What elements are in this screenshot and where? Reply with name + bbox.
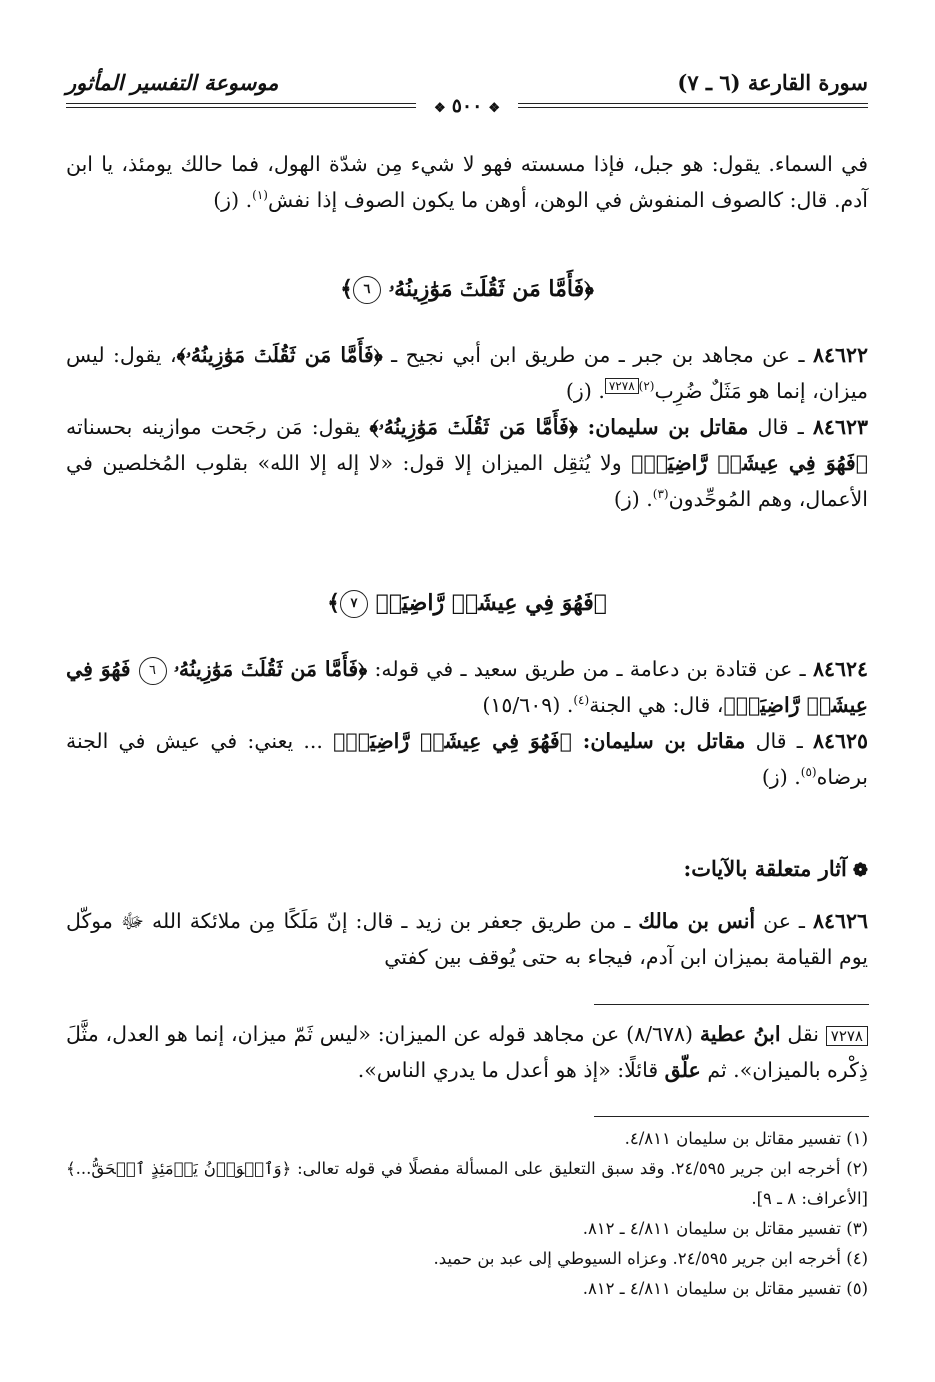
section-heading <box>66 856 868 881</box>
footnote-3: (٣) تفسير مقاتل بن سليمان ٤/٨١١ ـ ٨١٢. <box>582 1219 868 1238</box>
entry-text: ولا يُثقِل الميزان إلا قول: «لا إله إلا الله» بقلوب المُخلصين في الأعمال، وهم المُوحِّدون <box>66 451 868 511</box>
footnote-ref: (٤) <box>573 693 590 708</box>
entry-tail: . (ز) <box>613 487 653 511</box>
entry-text: يقول: مَن رجَحت موازينه بحسناته <box>66 415 370 439</box>
commentary-block <box>66 1016 868 1088</box>
commentary-ref-box: ٧٢٧٨ <box>826 1026 868 1046</box>
footnotes-separator <box>594 1116 869 1117</box>
commentary-ref-box: ٧٢٧٨ <box>605 378 639 394</box>
entry-84623 <box>66 409 868 517</box>
quran-quote: ﴿فَأَمَّا مَن ثَقُلَتۡ مَوَٰزِينُهُۥ﴾ <box>369 415 588 439</box>
intro-tail: . (ز) <box>213 188 253 212</box>
commentary-note <box>66 1016 868 1088</box>
verse-text: ﴿فَهُوَ فِي عِيشَةٖ رَّاضِيَةٖ <box>375 590 607 616</box>
ornament-icon: ❖ <box>488 101 500 116</box>
footnote-ref: (١) <box>252 188 268 203</box>
entry-chain: ـ قال <box>748 415 813 439</box>
footnote-ref: (٥) <box>800 765 817 780</box>
intro-block <box>66 146 868 218</box>
narrator-name: مقاتل بن سليمان: <box>582 729 746 753</box>
entries-block-2 <box>66 651 868 795</box>
footnotes <box>66 1124 868 1304</box>
intro-text: في السماء. يقول: هو جبل، فإذا مسسته فهو لا شيء مِن شدّة الهول، فما حالك يومئذ، يا ابن آدم. قال: كالصوف المنفوش في الوهن، أوهن ما يكون الصوف إذا نفش <box>66 152 868 212</box>
footnote-4: (٤) أخرجه ابن جرير ٢٤/٥٩٥. وعزاه السيوطي إلى عبد بن حميد. <box>433 1249 868 1268</box>
entry-tail: . (ز) <box>761 765 801 789</box>
page-number <box>416 95 518 117</box>
entry-number: ٨٤٦٢٦ <box>812 909 868 933</box>
footnote-2: (٢) أخرجه ابن جرير ٢٤/٥٩٥. وقد سبق التعليق على المسألة مفصلًا في قوله تعالى: ﴿وَٱلۡوَزۡنُ يَوۡمَئِذٍ ٱلۡحَقُّ...﴾ [الأعراف: ٨ ـ ٩]. <box>66 1159 868 1208</box>
entry-text: ـ من طريق جعفر بن زيد ـ قال: إنّ مَلَكًا مِن ملائكة الله ﷻ موكّل يوم القيامة بميزان ابن آدم، فيجاء به حتى يُوقف بين كفتي <box>66 909 868 969</box>
entry-chain: ـ عن قتادة بن دعامة ـ من طريق سعيد ـ في قوله: <box>367 657 813 681</box>
verse-close: ﴾ <box>327 590 340 616</box>
entry-number: ٨٤٦٢٣ <box>812 415 868 439</box>
footnote-1: (١) تفسير مقاتل بن سليمان ٤/٨١١. <box>624 1129 868 1148</box>
entry-text: ، يقول: ليس ميزان، إنما هو مَثَلٌ ضُرِب <box>66 343 868 403</box>
verse-close: ﴾ <box>340 276 353 302</box>
verse-text: ﴿فَأَمَّا مَن ثَقُلَتۡ مَوَٰزِينُهُۥ <box>388 276 594 302</box>
entry-84622 <box>66 337 868 409</box>
page-number-text: ٥٠٠ <box>451 95 483 117</box>
entry-tail: . (١٥/٦٠٩) <box>482 693 574 717</box>
verse-number-icon: ٦ <box>353 276 381 304</box>
footnote-ref: (٢) <box>638 379 655 394</box>
commentary-separator <box>594 1004 869 1005</box>
ornament-icon: ❖ <box>434 101 446 116</box>
entries-block-3 <box>66 903 868 975</box>
running-header <box>66 70 868 120</box>
verse-number-icon: ٧ <box>340 590 368 618</box>
book-title: موسوعة التفسير المأثور <box>66 70 279 95</box>
entry-84624 <box>66 651 868 723</box>
entry-number: ٨٤٦٢٥ <box>812 729 868 753</box>
intro-paragraph <box>66 146 868 218</box>
quran-quote: فَهُوَ فِي عِيشَةٖ رَّاضِيَةٖ﴾ <box>66 657 868 717</box>
quran-quote: ﴿فَهُوَ فِي عِيشَةٖ رَّاضِيَةٖ﴾ <box>333 729 583 753</box>
entry-text: ، قال: هي الجنة <box>589 693 724 717</box>
entry-text: ... يعني: في عيش في الجنة برضاه <box>66 729 868 789</box>
narrator-name: أنس بن مالك <box>638 909 756 933</box>
quran-quote: ﴿فَهُوَ فِي عِيشَةٖ رَّاضِيَةٖ﴾ <box>631 451 869 475</box>
commentary-bold: علّق <box>664 1058 701 1082</box>
verse-heading-7 <box>66 590 868 618</box>
verse-number-icon: ٦ <box>139 657 167 685</box>
footnote-ref: (٣) <box>652 487 669 502</box>
surah-title: سورة القارعة (٦ ـ ٧) <box>677 70 868 95</box>
entry-number: ٨٤٦٢٤ <box>812 657 868 681</box>
entry-chain: ـ عن مجاهد بن جبر ـ من طريق ابن أبي نجيح ـ <box>382 343 813 367</box>
footnote-5: (٥) تفسير مقاتل بن سليمان ٤/٨١١ ـ ٨١٢. <box>582 1279 868 1298</box>
entry-number: ٨٤٦٢٢ <box>812 343 868 367</box>
quran-quote: ﴿فَأَمَّا مَن ثَقُلَتۡ مَوَٰزِينُهُۥ <box>173 657 368 681</box>
section-title: آثار متعلقة بالآيات: <box>683 856 847 881</box>
commentary-text: قائلًا: «إذ هو أعدل ما يدري الناس». <box>357 1058 665 1082</box>
verse-heading-6 <box>66 276 868 304</box>
entry-84625 <box>66 723 868 795</box>
entries-block-1 <box>66 337 868 517</box>
commentary-author: ابنُ عطية <box>699 1022 781 1046</box>
commentary-text: (٨/٦٧٨) عن مجاهد قوله عن الميزان: «ليس ثَمّ ميزان، إنما هو العدل، مثَّلَ ذِكْره بالميزان». ثم <box>66 1022 868 1082</box>
flower-icon: ❁ <box>852 860 868 881</box>
entry-chain: ـ عن <box>755 909 813 933</box>
narrator-name: مقاتل بن سليمان: <box>587 415 749 439</box>
commentary-text: نقل <box>780 1022 826 1046</box>
entry-tail: . (ز) <box>565 379 605 403</box>
quran-quote: ﴿فَأَمَّا مَن ثَقُلَتۡ مَوَٰزِينُهُۥ﴾ <box>176 343 383 367</box>
entry-chain: ـ قال <box>745 729 813 753</box>
entry-84626 <box>66 903 868 975</box>
